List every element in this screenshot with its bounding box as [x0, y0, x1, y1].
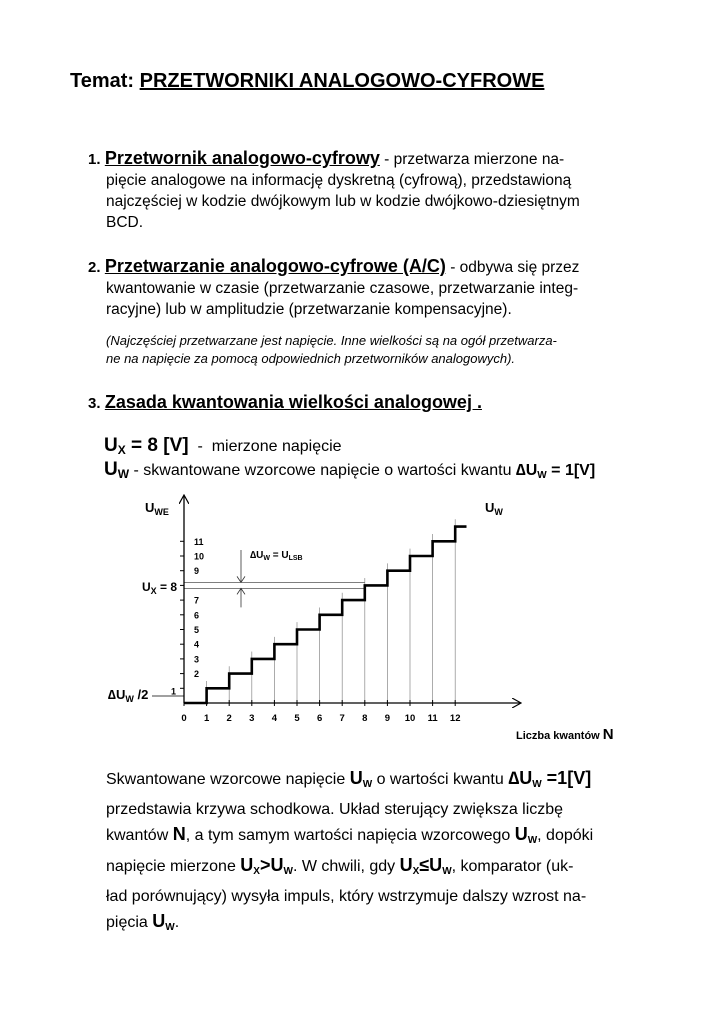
- uw-definition: [104, 460, 595, 486]
- y-axis-label: $U_{WE}$: [145, 500, 169, 517]
- x-tick-label: 10: [404, 713, 416, 724]
- para-text: kwantów: [106, 827, 173, 844]
- x-tick-label: 9: [384, 713, 391, 724]
- item-number: 2.: [88, 259, 101, 276]
- para-symbol-sub: X: [412, 866, 420, 877]
- para-symbol-sub: W: [283, 866, 293, 877]
- note-line: ne na napięcie za pomocą odpowiednich przetworników analogowych).: [106, 351, 516, 366]
- item-line: racyjne) lub w amplitudzie (przetwarzanie kompensacyjne).: [106, 301, 512, 318]
- uw-delta-value: = 1[V]: [546, 462, 596, 479]
- item-line: kwantowanie w czasie (przetwarzanie czasowe, przetwarzanie integ-: [106, 280, 579, 297]
- para-symbol-sub: W: [532, 779, 542, 790]
- uw-sub: W: [117, 467, 130, 481]
- para-text: . W chwili, gdy: [292, 858, 400, 875]
- para-symbol: ∆U: [508, 768, 533, 788]
- uw-staircase: [184, 527, 467, 703]
- x-tick-label: 3: [249, 713, 255, 724]
- uw-symbol: U: [104, 459, 118, 480]
- para-text: o wartości kwantu: [372, 771, 509, 788]
- chart-gridlines: [184, 519, 455, 703]
- para-symbol: U: [349, 768, 363, 788]
- para-symbol: U: [514, 824, 528, 844]
- para-text: , komparator (uk-: [451, 858, 574, 875]
- para-symbol-sub: X: [253, 866, 260, 877]
- item-line: najczęściej w kodzie dwójkowym lub w kodzie dwójkowo-dziesiętnym: [106, 193, 580, 210]
- para-text: Skwantowane wzorcowe napięcie: [106, 771, 350, 788]
- para-text: , dopóki: [537, 827, 594, 844]
- x-tick-label: 0: [181, 713, 187, 724]
- x-tick-label: 2: [226, 713, 232, 724]
- y-tick-label: 3: [194, 654, 200, 665]
- x-tick-label: 4: [271, 713, 278, 724]
- para-text: , a tym samym wartości napięcia wzorcowego: [185, 827, 515, 844]
- item-line: BCD.: [106, 214, 144, 231]
- y-tick-label: 1: [170, 686, 176, 697]
- item-number: 1.: [88, 151, 101, 168]
- y-tick-label: 11: [194, 536, 204, 547]
- para-text: pięcia: [106, 914, 153, 931]
- x-tick-label: 6: [316, 713, 323, 724]
- item-heading: Zasada kwantowania wielkości analogowej .: [104, 392, 482, 412]
- item-line: pięcie analogowe na informację dyskretną (cyfrową), przedstawioną: [106, 172, 572, 189]
- y-tick-label: 9: [194, 566, 200, 577]
- title-main: PRZETWORNIKI ANALOGOWO-CYFROWE: [139, 70, 545, 92]
- note: [106, 332, 626, 368]
- y-tick-label: 5: [194, 625, 200, 635]
- ux-value: = 8 [V]: [125, 435, 189, 456]
- para-text: .: [174, 914, 180, 931]
- para-text: napięcie mierzone: [106, 858, 241, 875]
- para-symbol: =1[V]: [541, 768, 592, 788]
- item-2: [88, 256, 628, 320]
- item-number: 3.: [88, 395, 101, 412]
- x-axis-title: Liczba kwantów N: [516, 726, 614, 743]
- para-symbol-sub: W: [442, 866, 452, 877]
- item-text: - odbywa się przez: [445, 259, 580, 276]
- item-1: [88, 148, 628, 233]
- y-tick-label: 6: [194, 610, 200, 621]
- chart-series-uw: [184, 527, 467, 703]
- lsb-label: $\Delta U_W = U_{LSB}$: [250, 550, 303, 562]
- y-tick-label: 7: [194, 595, 200, 606]
- uw-delta: ∆U: [515, 462, 538, 479]
- uw-desc: - skwantowane wzorcowe napięcie o wartości kwantu: [129, 462, 516, 479]
- page-title: [70, 70, 544, 93]
- ux-level-label: $U_X = 8$: [142, 580, 178, 596]
- para-symbol: U: [240, 855, 254, 875]
- y-tick-label: 10: [194, 551, 205, 562]
- ux-sub: X: [117, 443, 126, 457]
- para-symbol-sub: W: [527, 835, 538, 846]
- ux-symbol: U: [104, 435, 118, 456]
- uw-delta-sub: W: [537, 470, 547, 481]
- item-3: [88, 392, 628, 414]
- para-symbol-sub: W: [362, 779, 373, 790]
- ux-definition: [104, 436, 342, 460]
- explanation-paragraph: [106, 766, 626, 940]
- note-line: (Najczęściej przetwarzane jest napięcie. Inne wielkości są na ogół przetwarza-: [106, 333, 557, 348]
- x-tick-label: 11: [427, 713, 438, 724]
- para-symbol-sub: W: [165, 922, 175, 933]
- x-tick-label: 1: [203, 713, 210, 724]
- title-prefix: Temat:: [70, 70, 140, 92]
- para-symbol: N: [172, 824, 186, 844]
- para-symbol: U: [399, 855, 413, 875]
- para-symbol: >U: [259, 855, 284, 875]
- item-text: - przetwarza mierzone na-: [379, 151, 565, 168]
- item-heading: Przetwarzanie analogowo-cyfrowe (A/C): [104, 256, 446, 276]
- para-text: przedstawia krzywa schodkowa. Układ sterujący zwiększa liczbę: [106, 801, 564, 818]
- para-symbol: U: [152, 911, 166, 931]
- y-tick-label: 2: [194, 669, 200, 680]
- half-quantum-label: $\Delta U_W$ /2: [108, 687, 149, 704]
- item-heading: Przetwornik analogowo-cyfrowy: [104, 148, 380, 168]
- x-tick-label: 8: [362, 713, 368, 724]
- y-tick-label: 4: [194, 639, 200, 650]
- para-symbol: ≤U: [419, 855, 443, 875]
- x-tick-label: 7: [339, 713, 345, 724]
- para-text: ład porównujący) wysyła impuls, który wstrzymuje dalszy wzrost na-: [106, 888, 587, 905]
- curve-label-uw: $U_W$: [485, 500, 503, 517]
- x-tick-label: 5: [294, 713, 300, 724]
- x-tick-label: 12: [449, 713, 461, 724]
- ux-desc: - mierzone napięcie: [188, 438, 342, 455]
- quantization-chart: [0, 488, 724, 750]
